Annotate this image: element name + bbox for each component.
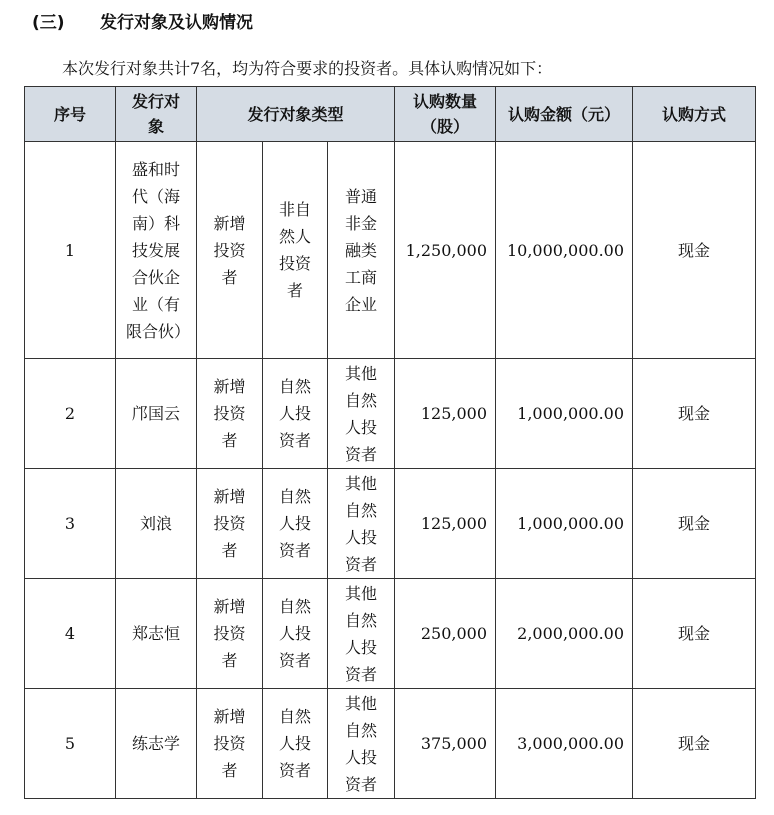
header-investor: 发行对象: [116, 87, 197, 142]
cell-investor-name: 邝国云: [116, 359, 197, 469]
cell-seq: 3: [25, 469, 116, 579]
header-method: 认购方式: [633, 87, 756, 142]
cell-shares: 125,000: [395, 469, 496, 579]
cell-amount: 1,000,000.00: [496, 469, 633, 579]
cell-type-3: 普通非金融类工商企业: [328, 142, 395, 359]
cell-investor-name: 刘浪: [116, 469, 197, 579]
table-row: [25, 142, 756, 359]
cell-amount: 3,000,000.00: [496, 689, 633, 799]
cell-type-1: 新增投资者: [197, 142, 263, 359]
intro-paragraph: 本次发行对象共计7名，均为符合要求的投资者。具体认购情况如下：: [62, 59, 553, 78]
cell-amount: 10,000,000.00: [496, 142, 633, 359]
header-amount: 认购金额（元）: [496, 87, 633, 142]
cell-method: 现金: [633, 469, 756, 579]
cell-type-2: 非自然人投资者: [263, 142, 328, 359]
section-number: (三): [32, 13, 65, 33]
cell-method: 现金: [633, 689, 756, 799]
header-seq: 序号: [25, 87, 116, 142]
cell-amount: 1,000,000.00: [496, 359, 633, 469]
cell-investor-name: 练志学: [116, 689, 197, 799]
cell-type-3: 其他自然人投资者: [328, 579, 395, 689]
header-shares: 认购数量（股）: [395, 87, 496, 142]
cell-shares: 1,250,000: [395, 142, 496, 359]
header-type: 发行对象类型: [197, 87, 395, 142]
table-row: [25, 689, 756, 799]
cell-shares: 375,000: [395, 689, 496, 799]
cell-type-3: 其他自然人投资者: [328, 469, 395, 579]
table-row: [25, 469, 756, 579]
table-row: [25, 359, 756, 469]
cell-type-3: 其他自然人投资者: [328, 359, 395, 469]
cell-method: 现金: [633, 579, 756, 689]
cell-method: 现金: [633, 142, 756, 359]
cell-seq: 1: [25, 142, 116, 359]
cell-shares: 250,000: [395, 579, 496, 689]
table-header-row: [25, 87, 756, 142]
cell-type-2: 自然人投资者: [263, 579, 328, 689]
subscription-table: [24, 86, 756, 799]
cell-investor-name: 盛和时代（海南）科技发展合伙企业（有限合伙）: [116, 142, 197, 359]
cell-seq: 5: [25, 689, 116, 799]
section-title: 发行对象及认购情况: [100, 13, 253, 33]
section-heading: [32, 8, 253, 33]
cell-type-2: 自然人投资者: [263, 689, 328, 799]
cell-type-1: 新增投资者: [197, 689, 263, 799]
cell-type-2: 自然人投资者: [263, 469, 328, 579]
cell-method: 现金: [633, 359, 756, 469]
cell-seq: 4: [25, 579, 116, 689]
cell-type-3: 其他自然人投资者: [328, 689, 395, 799]
cell-seq: 2: [25, 359, 116, 469]
cell-type-1: 新增投资者: [197, 579, 263, 689]
cell-type-1: 新增投资者: [197, 469, 263, 579]
cell-investor-name: 郑志恒: [116, 579, 197, 689]
cell-shares: 125,000: [395, 359, 496, 469]
cell-type-2: 自然人投资者: [263, 359, 328, 469]
cell-type-1: 新增投资者: [197, 359, 263, 469]
table-row: [25, 579, 756, 689]
cell-amount: 2,000,000.00: [496, 579, 633, 689]
